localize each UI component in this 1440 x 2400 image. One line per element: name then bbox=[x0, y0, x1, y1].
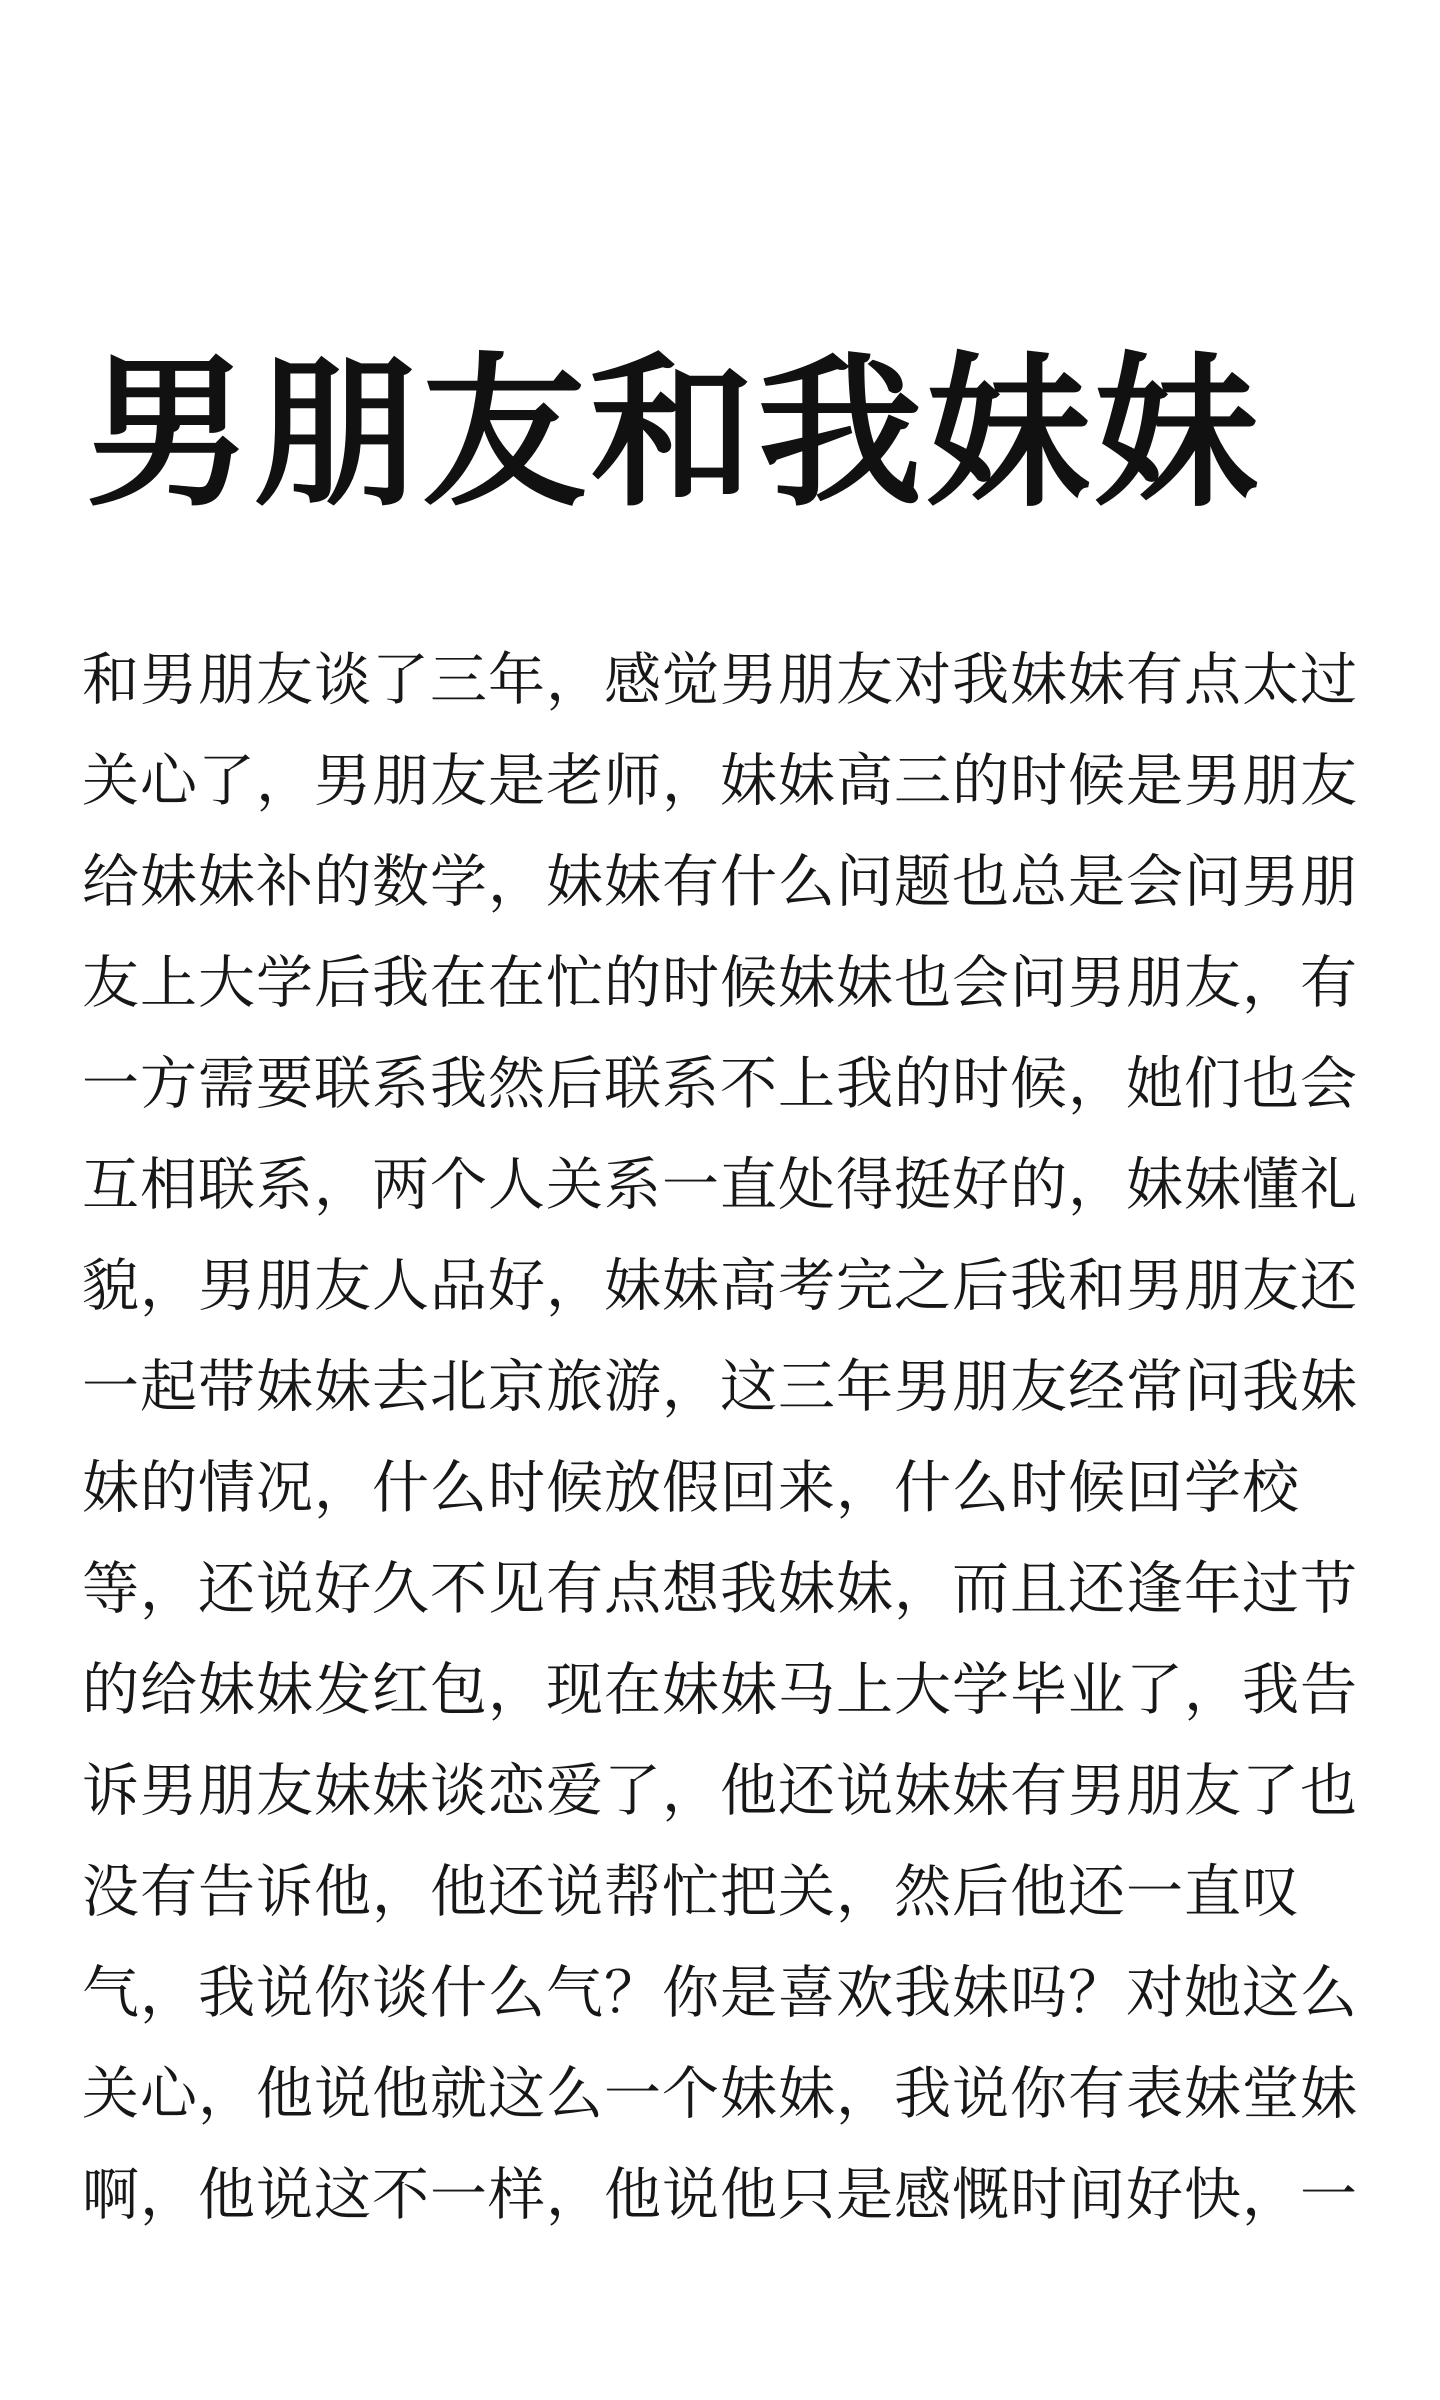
article-line: 和男朋友谈了三年，感觉男朋友对我妹妹有点太过 bbox=[82, 647, 1358, 713]
article-line: 一方需要联系我然后联系不上我的时候，她们也会 bbox=[82, 1051, 1358, 1117]
article-line: 妹的情况，什么时候放假回来，什么时候回学校 bbox=[82, 1455, 1300, 1521]
article-line: 友上大学后我在在忙的时候妹妹也会问男朋友，有 bbox=[82, 950, 1358, 1016]
article-line: 啊，他说这不一样，他说他只是感慨时间好快，一 bbox=[82, 2162, 1358, 2228]
article-line: 关心，他说他就这么一个妹妹，我说你有表妹堂妹 bbox=[82, 2061, 1358, 2127]
article-line: 给妹妹补的数学，妹妹有什么问题也总是会问男朋 bbox=[82, 849, 1358, 915]
article-line: 一起带妹妹去北京旅游，这三年男朋友经常问我妹 bbox=[82, 1354, 1358, 1420]
article-title: 男朋友和我妹妹 bbox=[86, 338, 1263, 529]
article-line: 等，还说好久不见有点想我妹妹，而且还逢年过节 bbox=[82, 1556, 1358, 1622]
article-line: 关心了，男朋友是老师，妹妹高三的时候是男朋友 bbox=[82, 748, 1358, 814]
article-line: 诉男朋友妹妹谈恋爱了，他还说妹妹有男朋友了也 bbox=[82, 1758, 1358, 1824]
article-line: 的给妹妹发红包，现在妹妹马上大学毕业了，我告 bbox=[82, 1657, 1358, 1723]
article-body bbox=[82, 630, 1372, 2246]
article-line: 气，我说你谈什么气？你是喜欢我妹吗？对她这么 bbox=[82, 1960, 1358, 2026]
article-line: 没有告诉他，他还说帮忙把关，然后他还一直叹 bbox=[82, 1859, 1300, 1925]
article-line: 貌，男朋友人品好，妹妹高考完之后我和男朋友还 bbox=[82, 1253, 1358, 1319]
article-line: 互相联系，两个人关系一直处得挺好的，妹妹懂礼 bbox=[82, 1152, 1358, 1218]
